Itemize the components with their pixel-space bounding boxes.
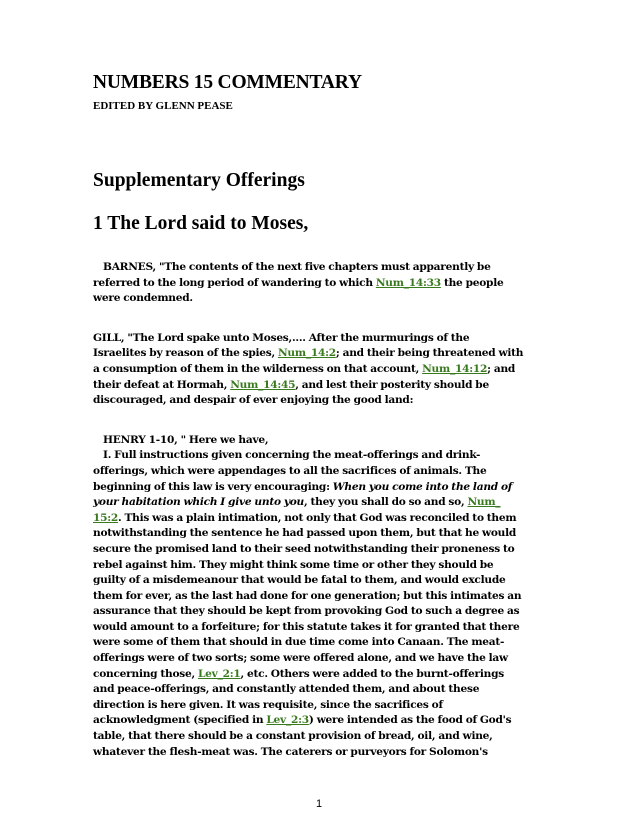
scripture-link-num-15-2-part2[interactable]: 15:2: [93, 511, 119, 524]
text-line: [93, 495, 548, 511]
text-run: concerning those,: [93, 667, 198, 680]
verse-heading: 1 The Lord said to Moses,: [93, 213, 309, 234]
text-line: table, that there should be a constant provision of bread, oil, and wine,: [93, 730, 493, 743]
text-run: a consumption of them in the wilderness on that account,: [93, 362, 423, 375]
document-subtitle: EDITED BY GLENN PEASE: [93, 100, 233, 112]
text-run: , they you shall do so and so,: [304, 496, 468, 509]
scripture-link-num-14-33[interactable]: Num_14:33: [375, 276, 441, 289]
text-line: them for ever, as the last had done for one generation; but this intimates an: [93, 589, 522, 602]
text-run: , and lest their posterity should be: [295, 378, 489, 391]
text-run: their defeat at Hormah,: [93, 378, 231, 391]
scripture-link-num-15-2-part1[interactable]: Num_: [467, 496, 501, 509]
text-line: [93, 713, 548, 729]
text-line: assurance that they should be kept from provoking God to such a degree as: [93, 605, 520, 618]
text-line: offerings were of two sorts; some were offered alone, and we have the law: [93, 652, 508, 665]
section-heading: Supplementary Offerings: [93, 170, 305, 191]
text-line: [93, 480, 548, 496]
text-line: whatever the flesh-meat was. The caterers or purveyors for Solomon's: [93, 745, 488, 758]
text-run: . This was a plain intimation, not only that God was reconciled to them: [118, 511, 517, 524]
text-run: the people: [440, 276, 504, 289]
scripture-link-num-14-45[interactable]: Num_14:45: [230, 378, 296, 391]
document-title: NUMBERS 15 COMMENTARY: [93, 72, 362, 93]
text-line: [93, 667, 548, 683]
page-number: 1: [315, 798, 323, 810]
henry-intro: [93, 433, 548, 449]
henry-paragraph: [93, 448, 548, 760]
text-line: HENRY 1-10, " Here we have,: [103, 433, 269, 446]
text-line: [93, 276, 548, 292]
text-line: guilty of a misdemeanour that would be fatal to them, and would exclude: [93, 574, 506, 587]
text-run: acknowledgment (specified in: [93, 714, 267, 727]
text-line: discouraged, and despair of ever enjoying the good land:: [93, 394, 414, 407]
barnes-paragraph: [93, 260, 548, 307]
text-line: [93, 362, 548, 378]
scripture-link-num-14-12[interactable]: Num_14:12: [422, 362, 488, 375]
text-line: [93, 346, 548, 362]
italic-quote: your habitation which I give unto you: [93, 496, 304, 509]
scripture-link-num-14-2[interactable]: Num_14:2: [277, 347, 336, 360]
text-line: secure the promised land to their seed notwithstanding their proneness to: [93, 542, 515, 555]
document-page: [93, 72, 548, 760]
text-line: [93, 511, 548, 527]
text-line: BARNES, "The contents of the next five chapters must apparently be: [103, 261, 491, 273]
text-run: , etc. Others were added to the burnt-offerings: [240, 667, 504, 680]
text-line: direction is here given. It was requisite, since the sacrifices of: [93, 698, 443, 711]
text-run: ) were intended as the food of God's: [308, 714, 512, 727]
scripture-link-lev-2-1[interactable]: Lev_2:1: [197, 667, 241, 680]
text-line: offerings, which were appendages to all the sacrifices of animals. The: [93, 464, 487, 477]
text-run: Israelites by reason of the spies,: [93, 347, 278, 360]
text-line: were some of them that should in due time come into Canaan. The meat-: [93, 636, 505, 649]
gill-paragraph: [93, 331, 548, 409]
italic-quote: When you come into the land of: [332, 480, 513, 493]
text-line: GILL, "The Lord spake unto Moses,.... After the murmurings of the: [93, 331, 470, 344]
text-line: [93, 378, 548, 394]
scripture-link-lev-2-3[interactable]: Lev_2:3: [266, 714, 309, 727]
text-line: were condemned.: [93, 292, 193, 305]
text-line: would amount to a forfeiture; for this statute takes it for granted that there: [93, 620, 520, 633]
text-run: beginning of this law is very encouraging:: [93, 480, 333, 493]
text-line: notwithstanding the sentence he had passed upon them, but that he would: [93, 527, 517, 540]
text-line: and peace-offerings, and constantly attended them, and about these: [93, 683, 480, 696]
text-line: I. Full instructions given concerning the meat-offerings and drink-: [103, 449, 481, 462]
text-run: ; and: [487, 362, 516, 375]
text-run: referred to the long period of wandering to which: [93, 276, 376, 289]
text-run: ; and their being threatened with: [335, 347, 524, 360]
text-line: rebel against him. They might think some time or other they should be: [93, 558, 494, 571]
